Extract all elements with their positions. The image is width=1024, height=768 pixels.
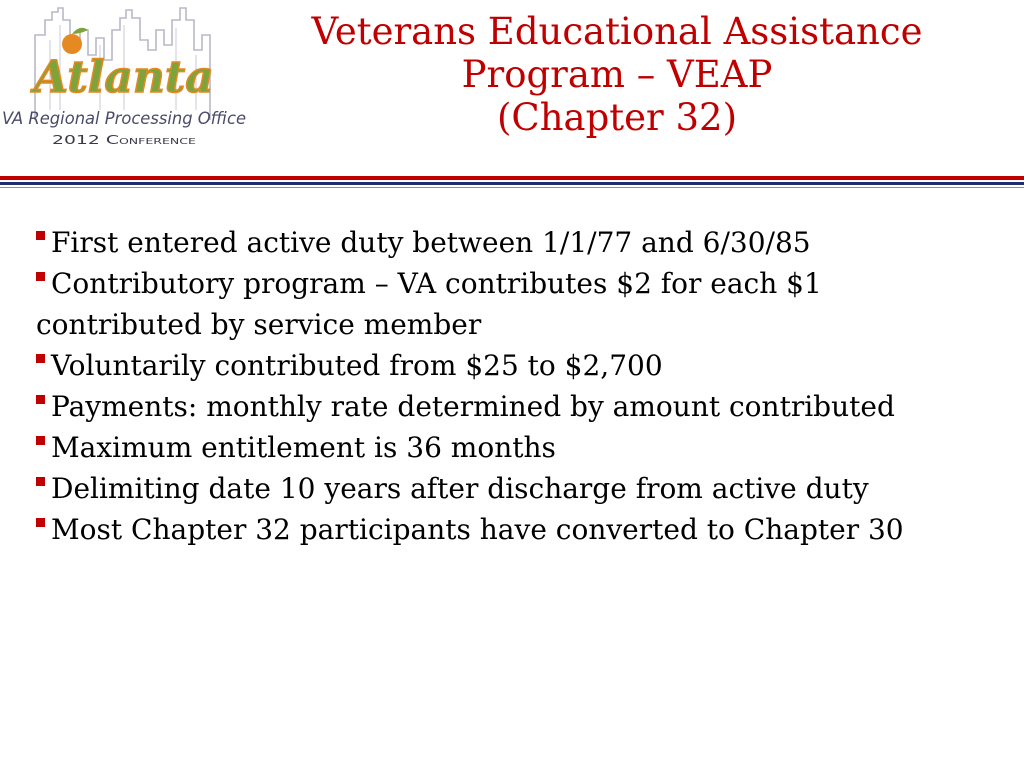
logo-script-text: Atlanta bbox=[34, 52, 214, 103]
bullet-list bbox=[36, 222, 986, 550]
square-bullet-icon bbox=[36, 272, 45, 281]
square-bullet-icon bbox=[36, 395, 45, 404]
square-bullet-icon bbox=[36, 354, 45, 363]
square-bullet-icon bbox=[36, 477, 45, 486]
bullet-item: Maximum entitlement is 36 months bbox=[36, 427, 986, 468]
title-line-2: Program – VEAP bbox=[461, 53, 773, 96]
bullet-item: Contributory program – VA contributes $2 for each $1 contributed by service member bbox=[36, 267, 822, 341]
title-line-3: (Chapter 32) bbox=[496, 96, 738, 139]
title-divider bbox=[0, 176, 1024, 190]
divider-thin-line bbox=[0, 187, 1024, 188]
square-bullet-icon bbox=[36, 436, 45, 445]
bullet-item: Voluntarily contributed from $25 to $2,700 bbox=[36, 345, 986, 386]
divider-red-line bbox=[0, 176, 1024, 180]
square-bullet-icon bbox=[36, 231, 45, 240]
logo-conference-text: 2012 Conference bbox=[52, 133, 196, 147]
conference-logo bbox=[0, 0, 250, 170]
divider-blue-line bbox=[0, 182, 1024, 185]
bullet-item: Payments: monthly rate determined by amount contributed bbox=[36, 386, 986, 427]
bullet-item: Delimiting date 10 years after discharge from active duty bbox=[36, 468, 986, 509]
bullet-item: First entered active duty between 1/1/77 and 6/30/85 bbox=[36, 222, 986, 263]
logo-subtitle: VA Regional Processing Office bbox=[2, 109, 246, 129]
title-line-1: Veterans Educational Assistance bbox=[311, 10, 923, 53]
slide-title bbox=[232, 10, 1002, 139]
atlanta-skyline-logo-icon bbox=[0, 0, 250, 170]
bullet-item: Most Chapter 32 participants have converted to Chapter 30 bbox=[36, 509, 986, 550]
square-bullet-icon bbox=[36, 518, 45, 527]
